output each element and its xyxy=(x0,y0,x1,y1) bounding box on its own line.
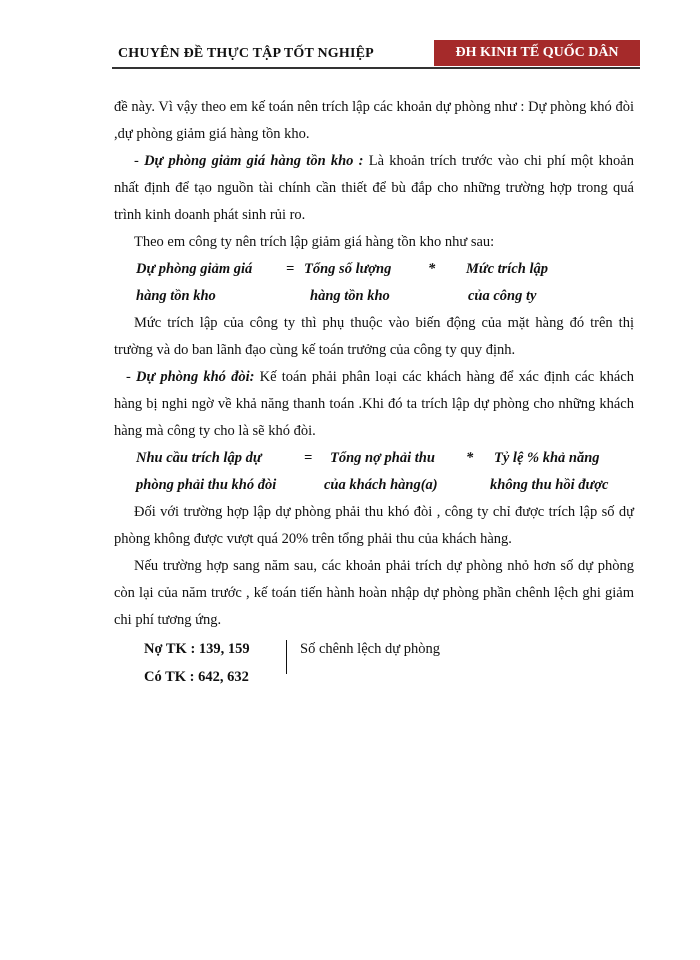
document-body xyxy=(114,94,634,696)
paragraph-intro: đề này. Vì vậy theo em kế toán nên trích lập các khoản dự phòng như : Dự phòng khó đòi ,dự phòng giảm giá hàng tồn kho. xyxy=(114,99,634,142)
header-title-left: CHUYÊN ĐỀ THỰC TẬP TỐT NGHIỆP xyxy=(118,46,374,61)
definition-inventory-provision: Là khoản trích trước vào chi phí một khoản nhất định để tạo nguồn tài chính cần thiết để bù đắp cho những trường hợp trong quá trình kinh doanh phát sinh rủi ro. xyxy=(114,153,634,223)
formula2-lhs-line1: Nhu cầu trích lập dự xyxy=(136,450,262,466)
formula2-equals: = xyxy=(304,450,313,466)
formula2-term1-line2: của khách hàng(a) xyxy=(324,477,438,493)
formula1-term2-line1: Mức trích lập xyxy=(466,261,548,277)
formula2-multiply: * xyxy=(466,450,474,466)
paragraph-inventory-method: Theo em công ty nên trích lập giảm giá hàng tồn kho như sau: xyxy=(134,234,495,250)
formula1-lhs-line2: hàng tồn kho xyxy=(136,288,216,304)
term-inventory-provision: Dự phòng giảm giá hàng tồn kho : xyxy=(144,153,364,169)
formula1-equals: = xyxy=(286,261,295,277)
formula1-multiply: * xyxy=(428,261,436,277)
formula1-term2-line2: của công ty xyxy=(468,288,537,304)
formula1-term1-line2: hàng tồn kho xyxy=(310,288,390,304)
paragraph-bad-debt-limit: Đối với trường hợp lập dự phòng phải thu khó đòi , công ty chỉ được trích lập số dự phòng không được vượt quá 20% trên tổng phải thu của khách hàng. xyxy=(114,504,634,547)
paragraph-bad-debt-provision xyxy=(114,364,634,445)
journal-credit: Có TK : 642, 632 xyxy=(144,669,249,685)
formula2-term2-line2: không thu hồi được xyxy=(490,477,609,493)
journal-bracket-line xyxy=(286,640,287,674)
formula2-term2-line1: Tỷ lệ % khả năng xyxy=(494,450,600,466)
journal-debit: Nợ TK : 139, 159 xyxy=(144,641,250,657)
journal-note: Số chênh lệch dự phòng xyxy=(300,641,440,657)
formula1-term1-line1: Tổng số lượng xyxy=(304,261,392,277)
page-header xyxy=(112,40,640,68)
header-title-right: ĐH KINH TẾ QUỐC DÂN xyxy=(434,40,640,66)
formula-bad-debt-provision xyxy=(114,445,634,499)
formula2-term1-line1: Tổng nợ phải thu xyxy=(330,450,435,466)
paragraph-inventory-provision xyxy=(114,148,634,229)
term-bad-debt-provision: Dự phòng khó đòi: xyxy=(136,369,255,385)
paragraph-rate-dependency: Mức trích lập của công ty thì phụ thuộc vào biến động của mặt hàng đó trên thị trường và do ban lãnh đạo cùng kế toán trưởng của công ty quy định. xyxy=(114,315,634,358)
bullet-dash-2: - xyxy=(126,369,136,385)
formula-inventory-provision xyxy=(114,256,634,310)
journal-entry xyxy=(114,636,634,696)
formula2-lhs-line2: phòng phải thu khó đòi xyxy=(136,477,277,493)
header-rule xyxy=(112,67,640,69)
bullet-dash: - xyxy=(134,153,145,169)
paragraph-reversal: Nếu trường hợp sang năm sau, các khoản phải trích dự phòng nhỏ hơn số dự phòng còn lại của năm trước , kế toán tiến hành hoàn nhập dự phòng phần chênh lệch ghi giảm chi phí tương ứng. xyxy=(114,558,634,628)
definition-bad-debt-provision: Kế toán phải phân loại các khách hàng để xác định các khách hàng bị nghi ngờ về khả năng thanh toán .Khi đó ta trích lập dự phòng cho những khách hàng mà công ty cho là sẽ khó đòi. xyxy=(114,369,634,439)
formula1-lhs-line1: Dự phòng giảm giá xyxy=(136,261,253,277)
